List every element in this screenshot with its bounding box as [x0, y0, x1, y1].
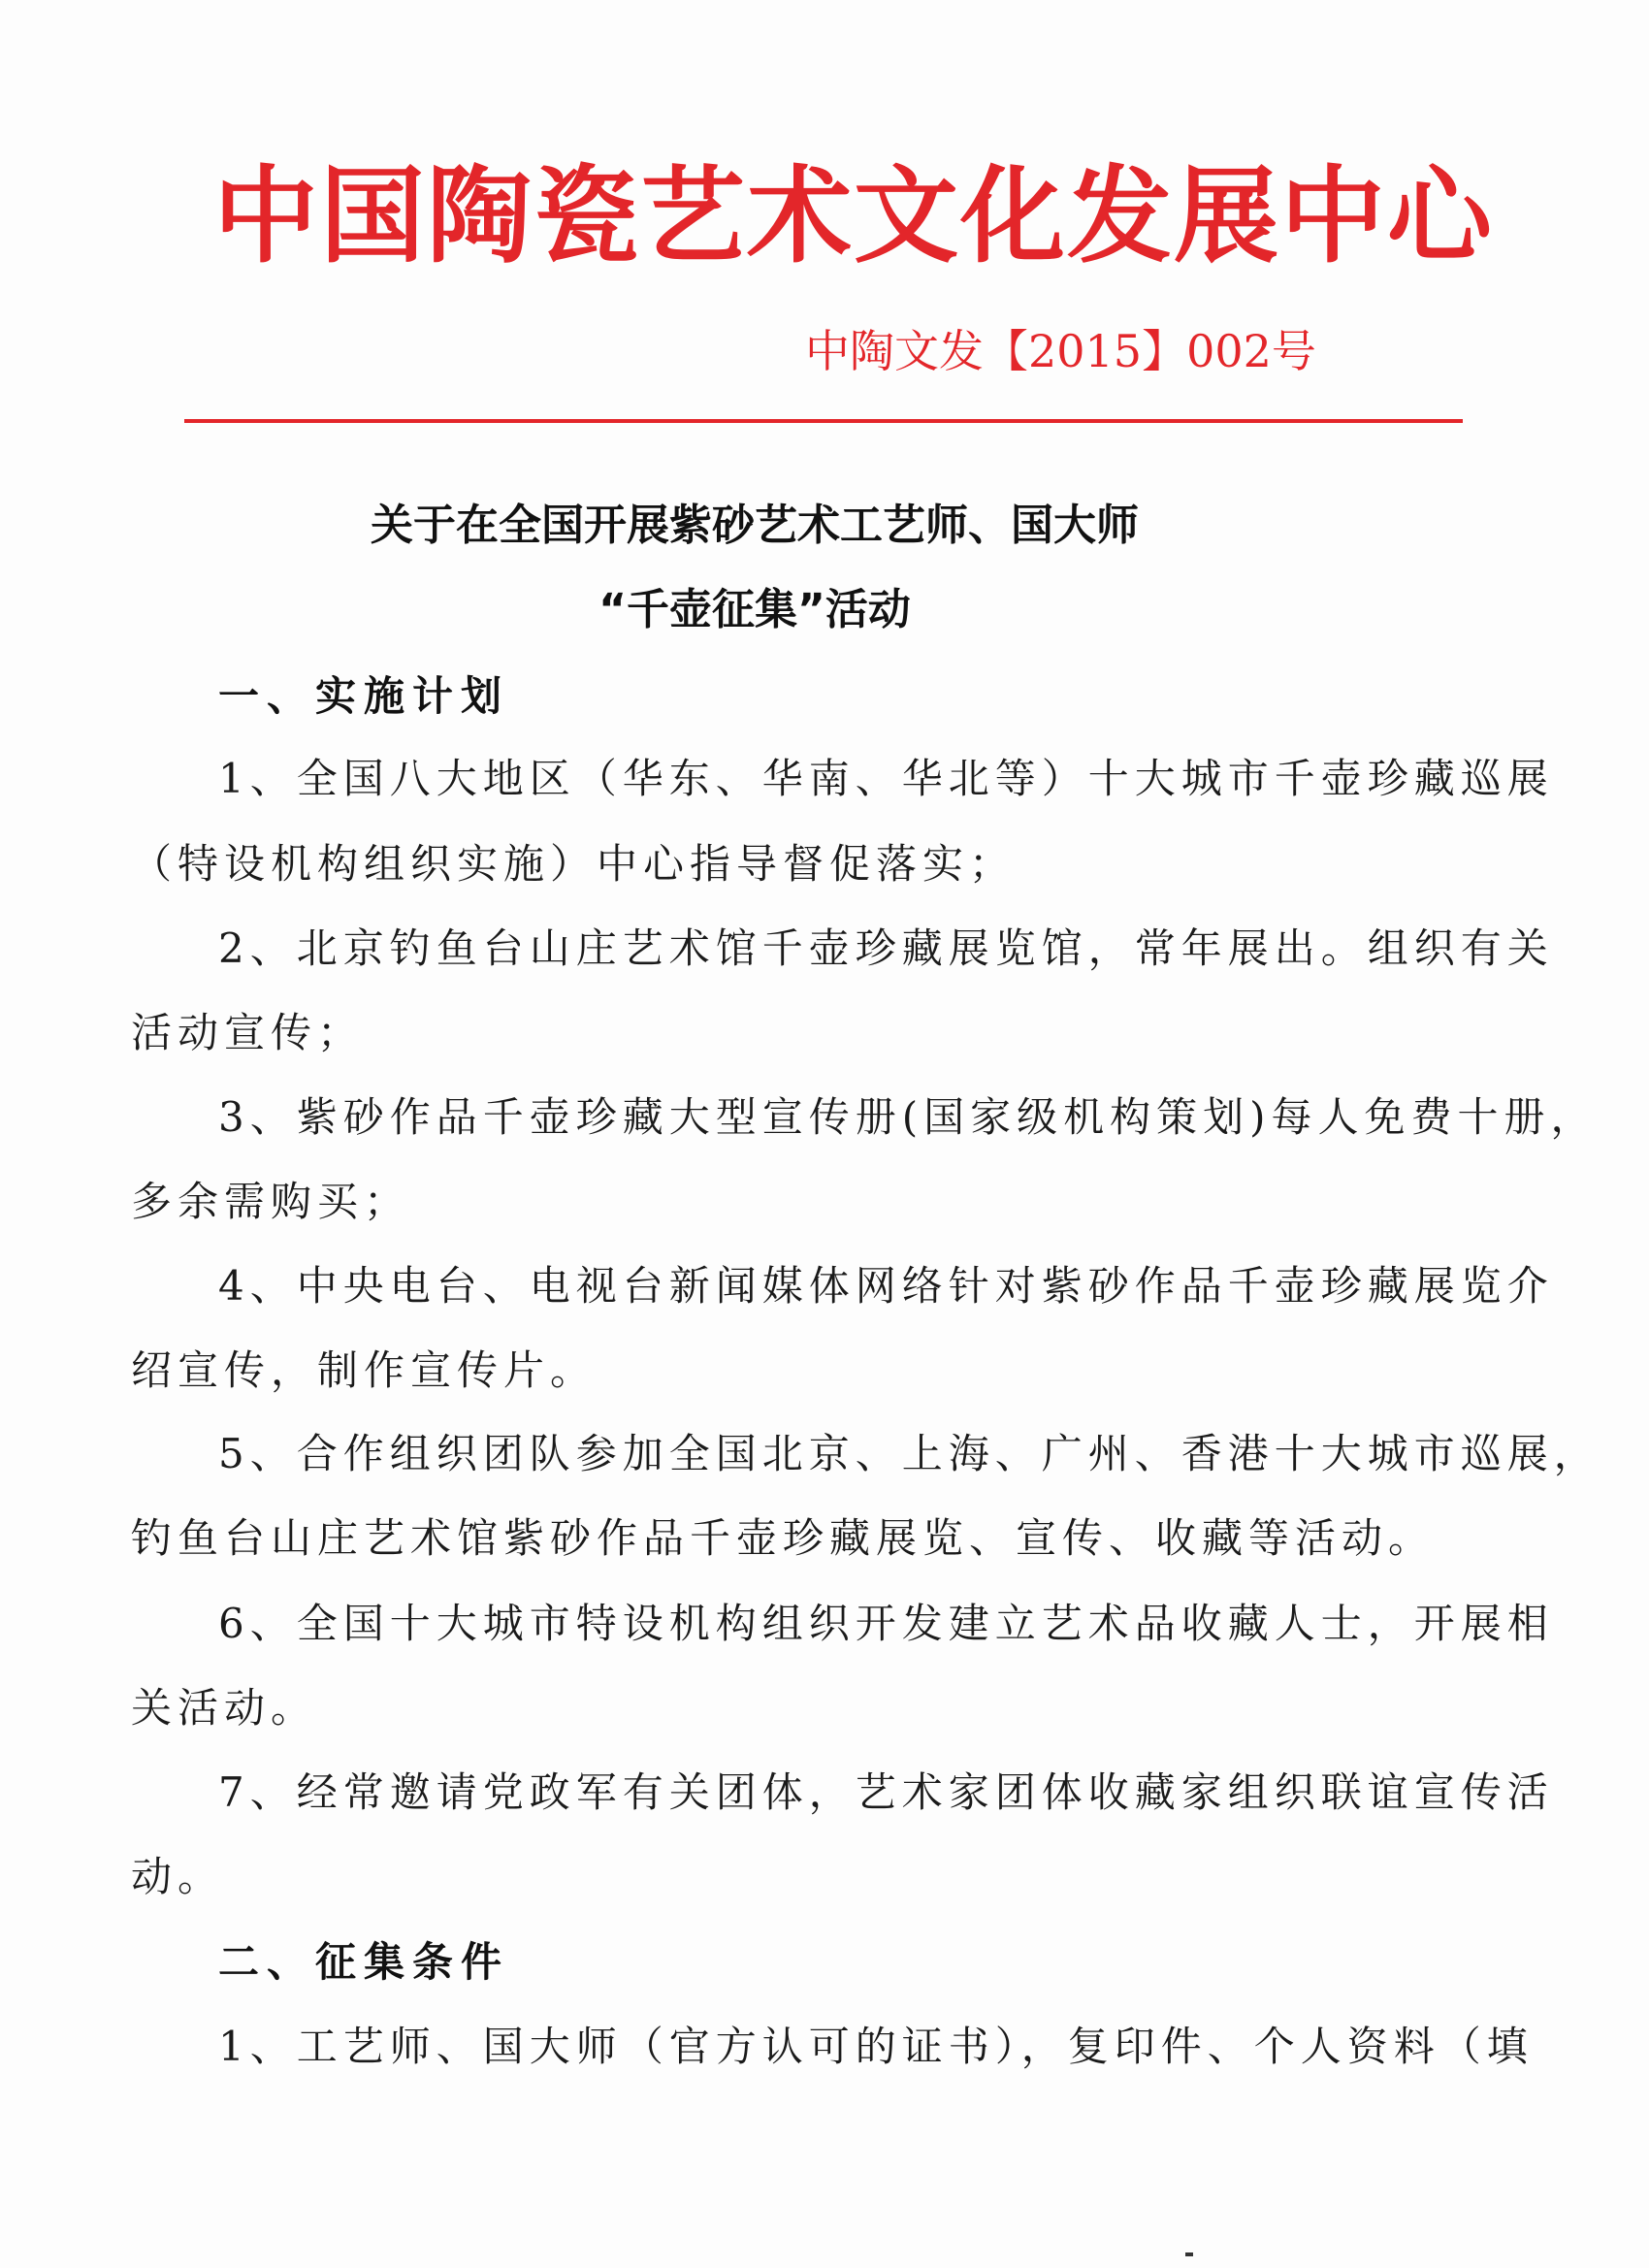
document-title-line-1: 关于在全国开展紫砂艺术工艺师、国大师	[371, 501, 1139, 550]
section-heading-plan: 一、实施计划	[218, 672, 510, 720]
scan-speck	[1185, 2252, 1193, 2256]
paragraph-line: 多余需购买；	[131, 1178, 411, 1225]
paragraph-line: 活动宣传；	[131, 1009, 365, 1056]
paragraph-line: 绍宣传，制作宣传片。	[131, 1346, 598, 1394]
paragraph-line: 钓鱼台山庄艺术馆紫砂作品千壶珍藏展览、宣传、收藏等活动。	[131, 1514, 1436, 1562]
paragraph-line: 7、经常邀请党政军有关团体，艺术家团体收藏家组织联谊宣传活	[218, 1768, 1554, 1816]
paragraph-line: 关活动。	[131, 1684, 318, 1732]
paragraph-line: 1、全国八大地区（华东、华南、华北等）十大城市千壶珍藏巡展	[218, 755, 1554, 802]
paragraph-line: 6、全国十大城市特设机构组织开发建立艺术品收藏人士，开展相	[218, 1600, 1554, 1647]
red-divider-line	[184, 419, 1463, 423]
document-title-line-2: “千壶征集”活动	[598, 585, 911, 634]
paragraph-line: 2、北京钓鱼台山庄艺术馆千壶珍藏展览馆，常年展出。组织有关	[218, 924, 1554, 972]
paragraph-line: 3、紫砂作品千壶珍藏大型宣传册(国家级机构策划)每人免费十册，	[218, 1093, 1598, 1141]
paragraph-line: 4、中央电台、电视台新闻媒体网络针对紫砂作品千壶珍藏展览介	[218, 1262, 1554, 1310]
paragraph-line: （特设机构组织实施）中心指导督促落实；	[131, 840, 1017, 888]
organization-title: 中国陶瓷艺术文化发展中心	[213, 156, 1495, 277]
paragraph-line: 动。	[131, 1853, 225, 1900]
paragraph-line: 5、合作组织团队参加全国北京、上海、广州、香港十大城市巡展，	[218, 1430, 1600, 1477]
paragraph-line: 1、工艺师、国大师（官方认可的证书），复印件、个人资料（填	[218, 2023, 1534, 2070]
document-number: 中陶文发【2015】002号	[805, 325, 1316, 377]
section-heading-conditions: 二、征集条件	[218, 1938, 510, 1986]
